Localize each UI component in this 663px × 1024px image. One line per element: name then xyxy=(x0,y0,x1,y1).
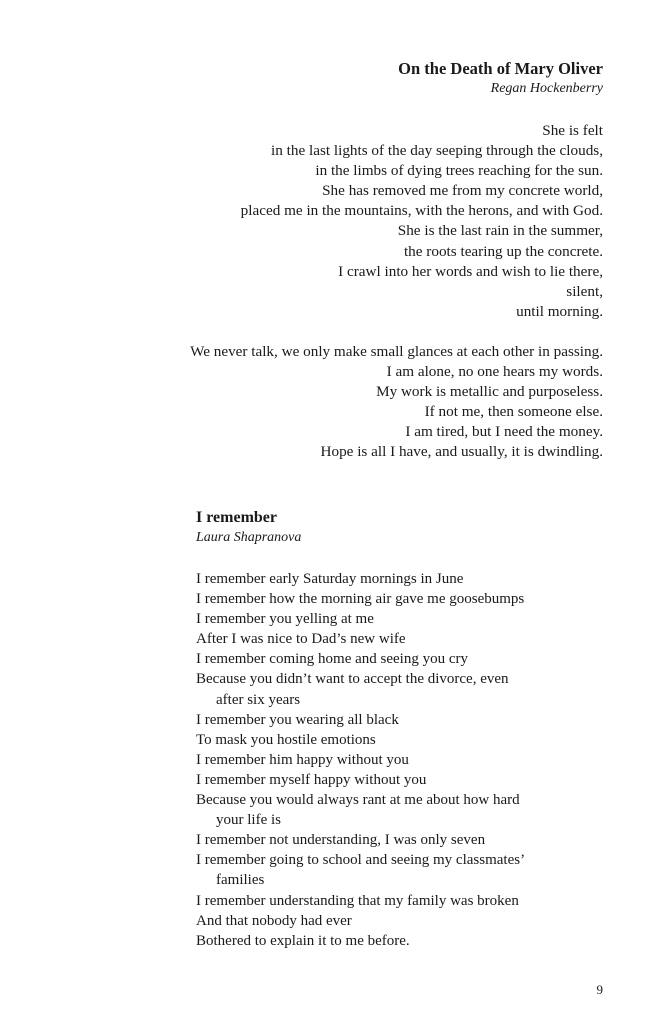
poem-line: I remember not understanding, I was only seven xyxy=(196,832,486,849)
poem-line-continuation: your life is xyxy=(216,812,281,829)
poem-i-remember xyxy=(196,507,616,951)
poem-line: I remember you yelling at me xyxy=(196,611,374,628)
poem-line-continuation: after six years xyxy=(216,691,301,708)
poem-line: I remember coming home and seeing you cry xyxy=(196,651,468,668)
poem-author: Regan Hockenberry xyxy=(490,81,603,96)
poem-line: I am tired, but I need the money. xyxy=(405,423,603,441)
poem-line: My work is metallic and purposeless. xyxy=(376,383,603,401)
poem-line: Hope is all I have, and usually, it is dwindling. xyxy=(320,443,603,461)
poem-line: the roots tearing up the concrete. xyxy=(403,242,603,260)
poem-line: I remember you wearing all black xyxy=(196,711,399,728)
poem-line: We never talk, we only make small glances at each other in passing. xyxy=(190,342,603,360)
poem-on-the-death-of-mary-oliver xyxy=(83,58,603,463)
poem-line: I crawl into her words and wish to lie there, xyxy=(338,262,603,280)
poem-stanza xyxy=(196,569,616,951)
poem-line: in the limbs of dying trees reaching for the sun. xyxy=(315,162,603,180)
poem-line: Because you would always rant at me about how hard xyxy=(196,792,520,809)
poem-author: Laura Shapranova xyxy=(196,530,302,545)
poem-line: She is felt xyxy=(542,122,603,139)
poem-line: She has removed me from my concrete world, xyxy=(322,182,603,200)
poem-line: I remember how the morning air gave me goosebumps xyxy=(196,591,525,608)
poem-line: silent, xyxy=(566,282,603,300)
poem-line: in the last lights of the day seeping through the clouds, xyxy=(271,142,603,160)
poem-line: If not me, then someone else. xyxy=(424,403,603,421)
poem-line: I remember going to school and seeing my classmates’ xyxy=(196,852,526,869)
poem-line: I remember early Saturday mornings in June xyxy=(196,571,464,587)
poem-line: I remember understanding that my family was broken xyxy=(196,892,519,909)
poem-line: I remember myself happy without you xyxy=(196,771,427,788)
poem-line: She is the last rain in the summer, xyxy=(397,222,603,240)
poem-line: Because you didn’t want to accept the divorce, even xyxy=(196,671,509,688)
poem-line: I am alone, no one hears my words. xyxy=(386,363,603,381)
page-number: 9 xyxy=(596,982,603,997)
poem-line: After I was nice to Dad’s new wife xyxy=(196,631,406,648)
poem-line: placed me in the mountains, with the herons, and with God. xyxy=(240,202,603,220)
poem-line: To mask you hostile emotions xyxy=(196,731,376,748)
poem-title: On the Death of Mary Oliver xyxy=(398,59,603,78)
poem-line-continuation: families xyxy=(216,872,265,889)
poem-line: until morning. xyxy=(516,302,603,320)
poem-line: And that nobody had ever xyxy=(196,912,352,929)
poem-stanza-2 xyxy=(83,342,603,463)
poem-stanza-1 xyxy=(83,121,603,322)
poem-title: I remember xyxy=(196,509,277,526)
poem-line: Bothered to explain it to me before. xyxy=(196,932,410,949)
poem-line: I remember him happy without you xyxy=(196,751,409,768)
